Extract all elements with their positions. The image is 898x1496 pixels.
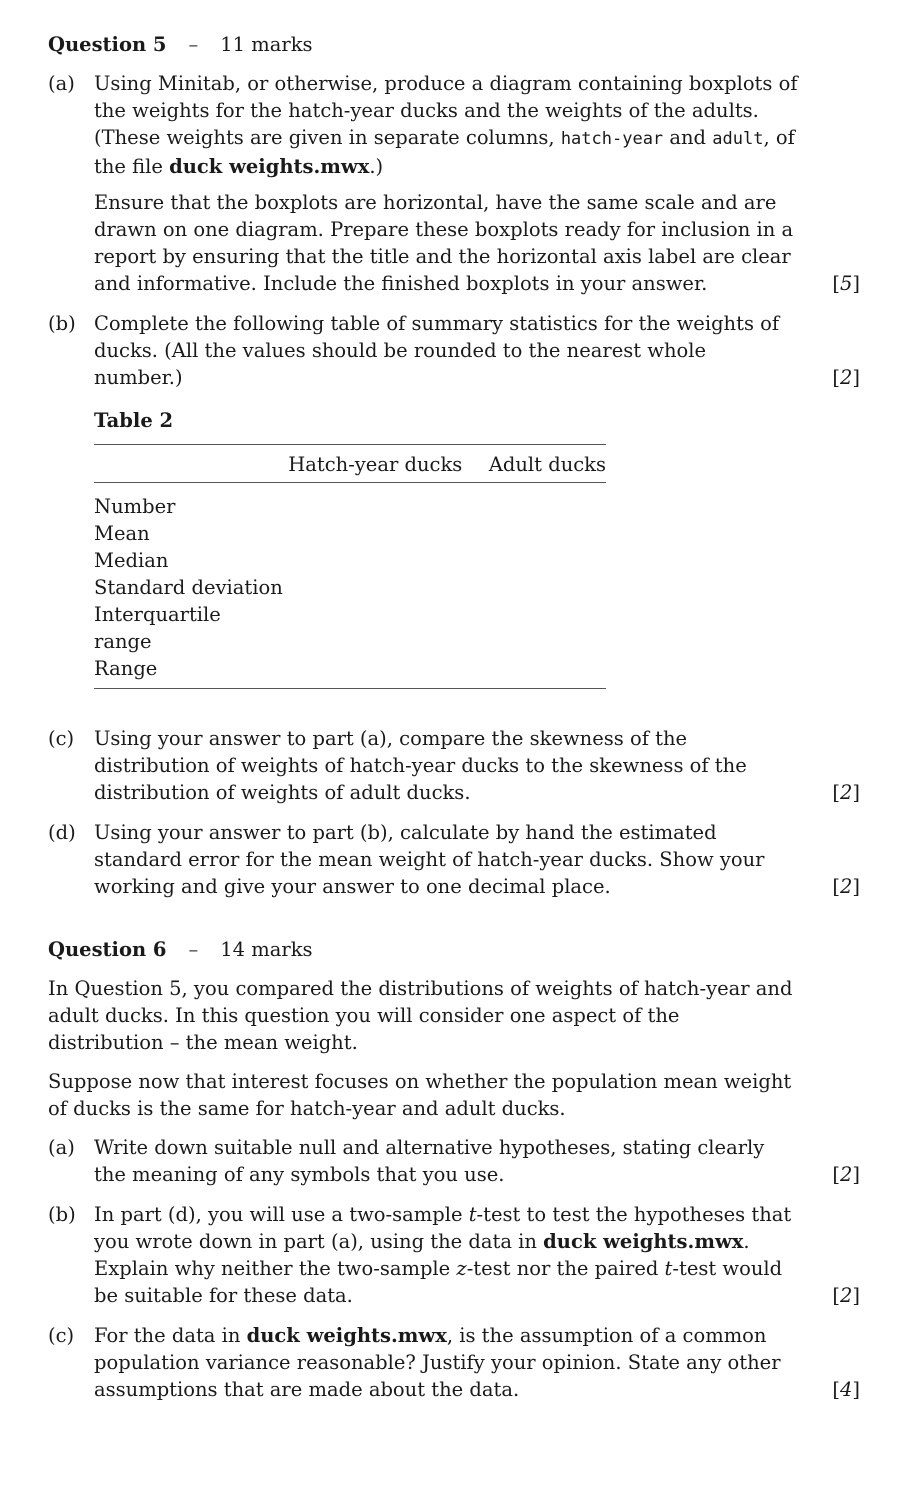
cell-empty[interactable] (486, 574, 606, 601)
text: .) (369, 155, 384, 178)
column-name-adult: adult (712, 129, 764, 149)
text: -test would be suitable for these data. (94, 1257, 783, 1307)
q5-b-paragraph (94, 310, 860, 391)
part-label: (a) (48, 1136, 75, 1159)
question-5-marks: 11 marks (220, 33, 313, 56)
q5-a-paragraph-2 (94, 189, 860, 297)
text: -test nor the paired (466, 1257, 665, 1280)
text: and (663, 126, 713, 149)
table-row (94, 547, 606, 574)
column-name-hatch-year: hatch-year (560, 129, 664, 149)
mark-allocation: [2] (832, 1163, 860, 1186)
text: , of the file (94, 126, 795, 178)
part-label: (a) (48, 72, 75, 95)
table-row (94, 574, 606, 601)
row-label: Range (94, 657, 158, 680)
part-label: (c) (48, 727, 75, 750)
q6-c-paragraph (94, 1322, 860, 1403)
text: -test to test the hypotheses that you wrote down in part (a), using the data in (94, 1203, 792, 1253)
row-label: Number (94, 495, 176, 518)
table-row (94, 601, 606, 655)
q5-part-d (48, 819, 860, 900)
q5-part-a (48, 70, 860, 297)
header-blank (94, 445, 284, 483)
q6-b-paragraph (94, 1201, 860, 1309)
cell-empty[interactable] (284, 655, 486, 689)
cell-empty[interactable] (486, 601, 606, 655)
q6-intro-1: In Question 5, you compared the distributions of weights of hatch-year and adult ducks. In this question you will consider one aspect of the distribution – the mean weight. (48, 977, 793, 1054)
text: Write down suitable null and alternative hypotheses, stating clearly the meaning of any symbols that you use. (94, 1136, 765, 1186)
q6-intro-2: Suppose now that interest focuses on whether the population mean weight of ducks is the same for hatch-year and adult ducks. (48, 1070, 792, 1120)
cell-empty[interactable] (284, 574, 486, 601)
row-label: Interquartile range (94, 603, 221, 653)
table-row (94, 520, 606, 547)
text: . Explain why neither the two-sample (94, 1230, 750, 1280)
file-name: duck weights.mwx (246, 1324, 447, 1347)
row-label: Mean (94, 522, 150, 545)
question-6-heading (48, 935, 860, 965)
part-label: (d) (48, 821, 76, 844)
q6-part-a (48, 1134, 860, 1188)
cell-empty[interactable] (284, 547, 486, 574)
text: Using your answer to part (b), calculate by hand the estimated standard error for the mean weight of hatch-year ducks. Show your working and give your answer to one decimal place. (94, 821, 765, 898)
file-name: duck weights.mwx (169, 155, 370, 178)
document-page (48, 30, 860, 1416)
symbol-z: z (456, 1257, 467, 1280)
q5-c-paragraph (94, 725, 860, 806)
cell-empty[interactable] (486, 520, 606, 547)
header-adult: Adult ducks (488, 453, 606, 476)
cell-empty[interactable] (284, 520, 486, 547)
q6-part-b (48, 1201, 860, 1309)
q6-a-paragraph (94, 1134, 860, 1188)
question-6-marks: 14 marks (220, 938, 313, 961)
summary-statistics-table (94, 444, 606, 690)
mark-allocation: [2] (832, 366, 860, 389)
text: For the data in (94, 1324, 247, 1347)
file-name: duck weights.mwx (543, 1230, 744, 1253)
heading-dash: – (188, 938, 199, 961)
row-label: Median (94, 549, 169, 572)
question-5-title: Question 5 (48, 33, 167, 56)
mark-allocation: [5] (832, 272, 860, 295)
mark-allocation: [4] (832, 1378, 860, 1401)
part-label: (c) (48, 1324, 75, 1347)
q5-part-c (48, 725, 860, 806)
q6-part-c (48, 1322, 860, 1403)
cell-empty[interactable] (486, 547, 606, 574)
text: Using your answer to part (a), compare the skewness of the distribution of weights of hatch-year ducks to the skewness of the distribution of weights of adult ducks. (94, 727, 747, 804)
heading-dash: – (188, 33, 199, 56)
table-header-row (94, 445, 606, 483)
row-label: Standard deviation (94, 576, 283, 599)
text: , is the assumption of a common population variance reasonable? Justify your opinion. State any other assumptions that are made about the data. (94, 1324, 781, 1401)
q5-a-paragraph-1 (94, 70, 860, 180)
question-5-heading (48, 30, 860, 60)
question-6-title: Question 6 (48, 938, 167, 961)
part-label: (b) (48, 1203, 76, 1226)
part-label: (b) (48, 312, 76, 335)
header-hatch-year: Hatch-year ducks (288, 453, 463, 476)
q5-d-paragraph (94, 819, 860, 900)
mark-allocation: [2] (832, 1284, 860, 1307)
cell-empty[interactable] (486, 655, 606, 689)
text: Complete the following table of summary statistics for the weights of ducks. (All the values should be rounded to the nearest whole number.) (94, 312, 780, 389)
mark-allocation: [2] (832, 781, 860, 804)
text: In part (d), you will use a two-sample (94, 1203, 469, 1226)
table-title: Table 2 (94, 409, 174, 432)
q5-part-b (48, 310, 860, 712)
table-row (94, 483, 606, 521)
table-row (94, 655, 606, 689)
symbol-t: t (468, 1203, 477, 1226)
cell-empty[interactable] (284, 483, 486, 521)
text: Ensure that the boxplots are horizontal, have the same scale and are drawn on one diagram. Prepare these boxplots ready for inclusion in a report by ensuring that the title and the horizontal axis label are clear and informative. Include the finished boxplots in your answer. (94, 191, 794, 295)
text: Using Minitab, or otherwise, produce a diagram containing boxplots of the weights for the hatch-year ducks and the weights of the adults. (These weights are given in separate columns, (94, 72, 798, 149)
cell-empty[interactable] (486, 483, 606, 521)
cell-empty[interactable] (284, 601, 486, 655)
mark-allocation: [2] (832, 875, 860, 898)
symbol-t: t (664, 1257, 673, 1280)
